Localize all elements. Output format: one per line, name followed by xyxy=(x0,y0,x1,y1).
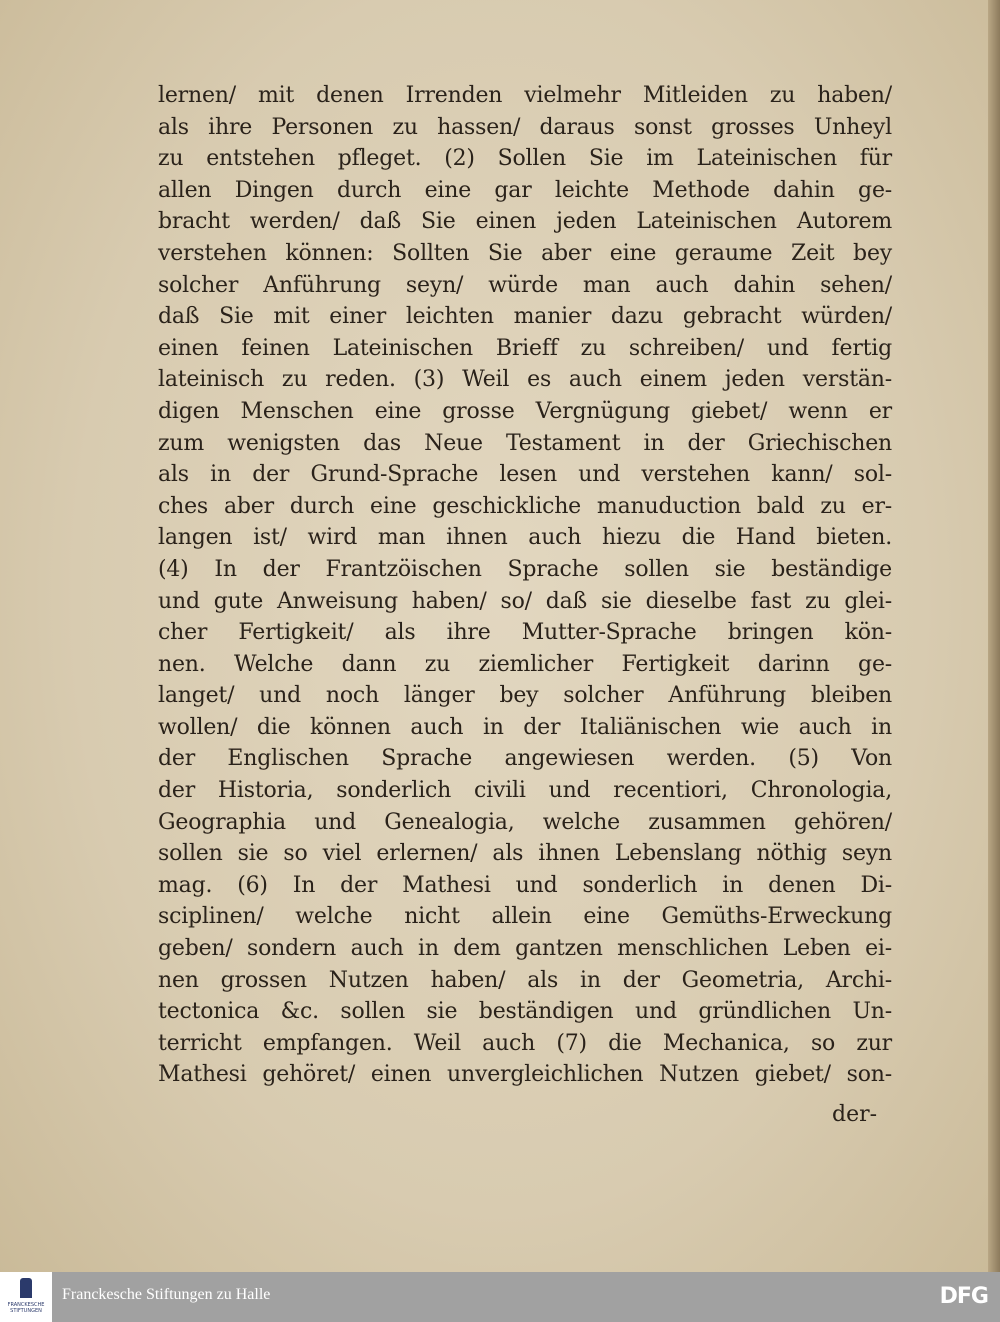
text-line: bracht werden/ daß Sie einen jeden Lateinischen Autorem xyxy=(158,209,892,235)
text-line: lateinisch zu reden. (3) Weil es auch einem jeden verstän- xyxy=(158,367,892,393)
text-line: mag. (6) In der Mathesi und sonderlich in denen Di- xyxy=(158,872,892,898)
text-line: (4) In der Frantzöischen Sprache sollen sie beständige xyxy=(158,556,892,582)
text-line: nen grossen Nutzen haben/ als in der Geometria, Archi- xyxy=(158,967,892,993)
text-line: ches aber durch eine geschickliche manuduction bald zu er- xyxy=(158,493,892,519)
page-edge xyxy=(988,0,1000,1272)
text-line: cher Fertigkeit/ als ihre Mutter-Sprache bringen kön- xyxy=(158,620,892,646)
text-line: zum wenigsten das Neue Testament in der Griechischen xyxy=(158,430,892,456)
text-line: Geographia und Genealogia, welche zusammen gehören/ xyxy=(158,809,892,835)
logo-figure-icon xyxy=(20,1278,32,1298)
text-line: zu entstehen pfleget. (2) Sollen Sie im Lateinischen für xyxy=(158,146,892,172)
footer-bar xyxy=(0,1272,1000,1322)
text-line: langen ist/ wird man ihnen auch hiezu die Hand bieten. xyxy=(158,525,892,551)
text-line: nen. Welche dann zu ziemlicher Fertigkeit darinn ge- xyxy=(158,651,892,677)
text-line: einen feinen Lateinischen Brieff zu schreiben/ und fertig xyxy=(158,335,892,361)
institution-name[interactable]: Franckesche Stiftungen zu Halle xyxy=(62,1286,271,1303)
text-line: allen Dingen durch eine gar leichte Methode dahin ge- xyxy=(158,177,892,203)
text-line: tectonica &c. sollen sie beständigen und gründlichen Un- xyxy=(158,999,892,1025)
document-text xyxy=(158,80,892,1091)
logo-text: FRANCKESCHE STIFTUNGEN xyxy=(7,1302,45,1314)
franckesche-stiftungen-logo[interactable] xyxy=(0,1272,52,1322)
text-line: und gute Anweisung haben/ so/ daß sie dieselbe fast zu glei- xyxy=(158,588,892,614)
text-line: langet/ und noch länger bey solcher Anführung bleiben xyxy=(158,683,892,709)
text-line: daß Sie mit einer leichten manier dazu gebracht würden/ xyxy=(158,304,892,330)
text-line: wollen/ die können auch in der Italiänischen wie auch in xyxy=(158,714,892,740)
text-line: als in der Grund-Sprache lesen und verstehen kann/ sol- xyxy=(158,462,892,488)
text-line: terricht empfangen. Weil auch (7) die Mechanica, so zur xyxy=(158,1030,892,1056)
text-line: der Historia, sonderlich civili und recentiori, Chronologia, xyxy=(158,778,892,804)
text-line: solcher Anführung seyn/ würde man auch dahin sehen/ xyxy=(158,272,892,298)
dfg-logo[interactable]: DFG xyxy=(939,1284,988,1309)
text-line: sollen sie so viel erlernen/ als ihnen Lebenslang nöthig seyn xyxy=(158,841,892,867)
text-line: als ihre Personen zu hassen/ daraus sonst grosses Unheyl xyxy=(158,114,892,140)
text-line: lernen/ mit denen Irrenden vielmehr Mitleiden zu haben/ xyxy=(158,83,892,108)
catchword: der- xyxy=(832,1102,878,1127)
text-line: der Englischen Sprache angewiesen werden. (5) Von xyxy=(158,746,892,772)
text-line: geben/ sondern auch in dem gantzen menschlichen Leben ei- xyxy=(158,936,892,962)
text-line: Mathesi gehöret/ einen unvergleichlichen Nutzen giebet/ son- xyxy=(158,1062,892,1088)
text-line: verstehen können: Sollten Sie aber eine geraume Zeit bey xyxy=(158,240,892,266)
text-line: digen Menschen eine grosse Vergnügung giebet/ wenn er xyxy=(158,398,892,424)
text-line: sciplinen/ welche nicht allein eine Gemüths-Erweckung xyxy=(158,904,892,930)
